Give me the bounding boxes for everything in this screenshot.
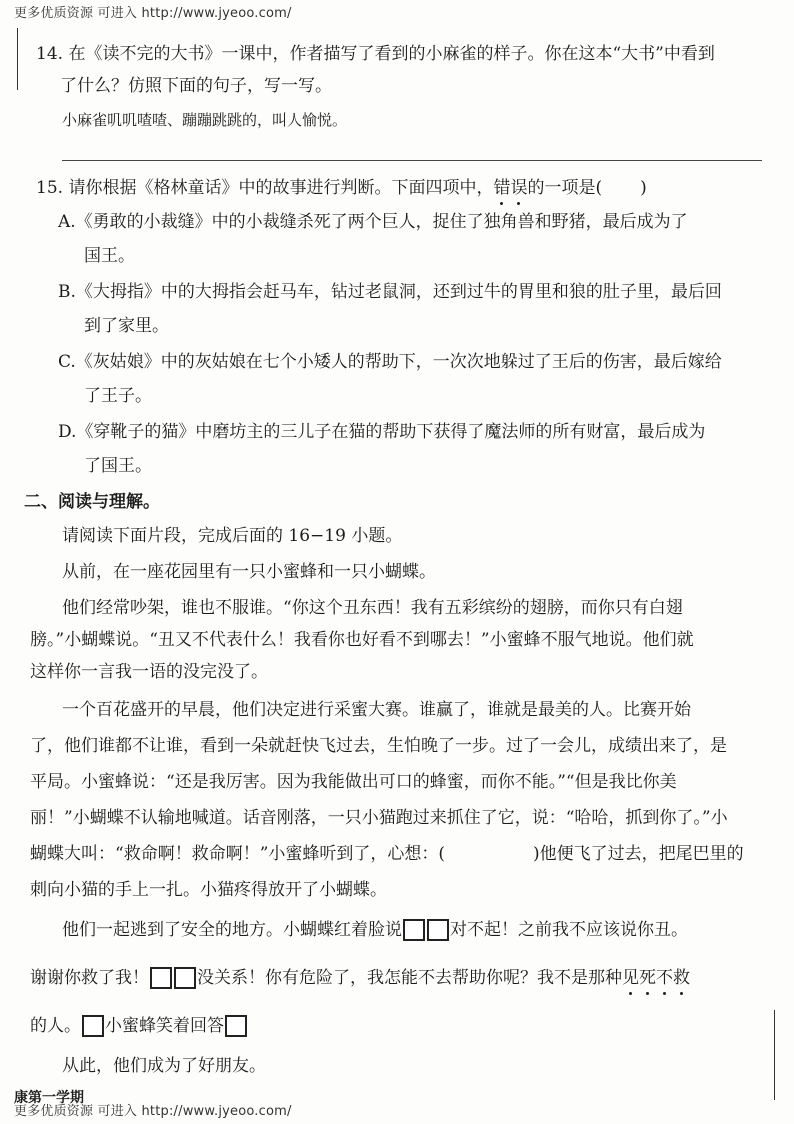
q15-stem-close: ) (640, 178, 647, 198)
q15-stem-text: 15. 请你根据《格林童话》中的故事进行判断。下面四项中， (36, 178, 494, 198)
q15-stem (36, 176, 647, 200)
punctuation-box-4[interactable] (174, 967, 196, 989)
margin-line-right (774, 1010, 775, 1100)
section2-intro: 请阅读下面片段，完成后面的 16−19 小题。 (62, 526, 403, 546)
q14-line2: 了什么？仿照下面的句子，写一写。 (60, 76, 332, 96)
passage-p4-l3 (30, 1014, 248, 1038)
passage-p4-l2-rest: 没关系！你有危险了，我怎能不去帮助你呢？我不是那种 (197, 968, 622, 988)
passage-p4-l1 (62, 918, 688, 942)
passage-p5: 从此，他们成为了好朋友。 (62, 1056, 266, 1076)
passage-p4-l2 (30, 966, 690, 990)
passage-p2-l3: 这样你一言我一语的没完没了。 (30, 662, 268, 682)
passage-p2-l2: 膀。”小蝴蝶说。“丑又不代表什么！我看你也好看不到哪去！”小蜜蜂不服气地说。他们就 (30, 630, 694, 650)
passage-p3-l6: 刺向小猫的手上一扎。小猫疼得放开了小蝴蝶。 (30, 880, 387, 900)
q15-option-b: B.《大拇指》中的大拇指会赶马车，钻过老鼠洞，还到过牛的胃里和狼的肚子里，最后回 (58, 282, 722, 302)
passage-p4-l3-rest: 小蜜蜂笑着回答 (105, 1016, 224, 1036)
q15-option-d: D.《穿靴子的猫》中磨坊主的三儿子在猫的帮助下获得了魔法师的所有财富，最后成为 (58, 422, 706, 442)
passage-p4-l1-rest: 对不起！之前我不应该说你丑。 (450, 920, 688, 940)
passage-p1: 从前，在一座花园里有一只小蜜蜂和一只小蝴蝶。 (62, 562, 436, 582)
passage-p3-l3: 平局。小蜜蜂说：“还是我厉害。因为我能做出可口的蜂蜜，而你不能。”“但是我比你美 (30, 772, 677, 792)
punctuation-box-6[interactable] (225, 1015, 247, 1037)
q15-option-a: A.《勇敢的小裁缝》中的小裁缝杀死了两个巨人，捉住了独角兽和野猪，最后成为了 (58, 212, 688, 232)
section2-heading: 二、阅读与理解。 (24, 492, 160, 512)
q14-line1: 14. 在《读不完的大书》一课中，作者描写了看到的小麻雀的样子。你在这本“大书”中看到 (36, 44, 715, 64)
passage-p4-l3-text: 的人。 (30, 1016, 81, 1036)
q15-stem-suffix: 的一项是( (527, 178, 603, 198)
punctuation-box-5[interactable] (82, 1015, 104, 1037)
punctuation-box-3[interactable] (150, 967, 172, 989)
passage-p2-l1: 他们经常吵架，谁也不服谁。“你这个丑东西！我有五彩缤纷的翅膀，而你只有白翅 (62, 598, 683, 618)
passage-p3-l5-text: 蝴蝶大叫：“救命啊！救命啊！”小蜜蜂听到了，心想：( (30, 844, 446, 864)
passage-p3-l5 (30, 842, 744, 866)
passage-p3-l1: 一个百花盛开的早晨，他们决定进行采蜜大赛。谁赢了，谁就是最美的人。比赛开始 (62, 700, 691, 720)
q14-answer-line (62, 160, 762, 161)
q15-option-a-cont: 国王。 (84, 246, 135, 266)
passage-p3-l2: 了，他们谁都不让谁，看到一朵就赶快飞过去，生怕晚了一步。过了一会儿，成绩出来了，是 (30, 736, 727, 756)
passage-p4-l2-text: 谢谢你救了我！ (30, 968, 149, 988)
punctuation-box-2[interactable] (427, 919, 449, 941)
footer-page-label: 康第一学期 (14, 1090, 84, 1106)
q14-example: 小麻雀叽叽喳喳、蹦蹦跳跳的，叫人愉悦。 (62, 111, 348, 129)
passage-p4-l1-text: 他们一起逃到了安全的地方。小蝴蝶红着脸说 (62, 920, 402, 940)
q15-option-c-cont: 了王子。 (84, 386, 152, 406)
passage-p3-l4: 丽！”小蝴蝶不认输地喊道。话音刚落，一只小猫跑过来抓住了它，说：“哈哈，抓到你了。”小 (30, 808, 728, 828)
watermark-bottom: 更多优质资源 可进入 http://www.jyeoo.com/ (14, 1104, 292, 1119)
watermark-top: 更多优质资源 可进入 http://www.jyeoo.com/ (14, 6, 292, 21)
q15-stem-dotted: 错误 (493, 178, 528, 198)
passage-p4-l2-dotted: 见死不救 (622, 968, 690, 988)
passage-p3-l5-rest: )他便飞了过去，把尾巴里的 (533, 844, 744, 864)
q15-option-d-cont: 了国王。 (84, 456, 152, 476)
q15-option-b-cont: 到了家里。 (84, 316, 169, 336)
punctuation-box-1[interactable] (403, 919, 425, 941)
q15-option-c: C.《灰姑娘》中的灰姑娘在七个小矮人的帮助下，一次次地躲过了王后的伤害，最后嫁给 (58, 352, 722, 372)
margin-line-left (17, 28, 18, 90)
